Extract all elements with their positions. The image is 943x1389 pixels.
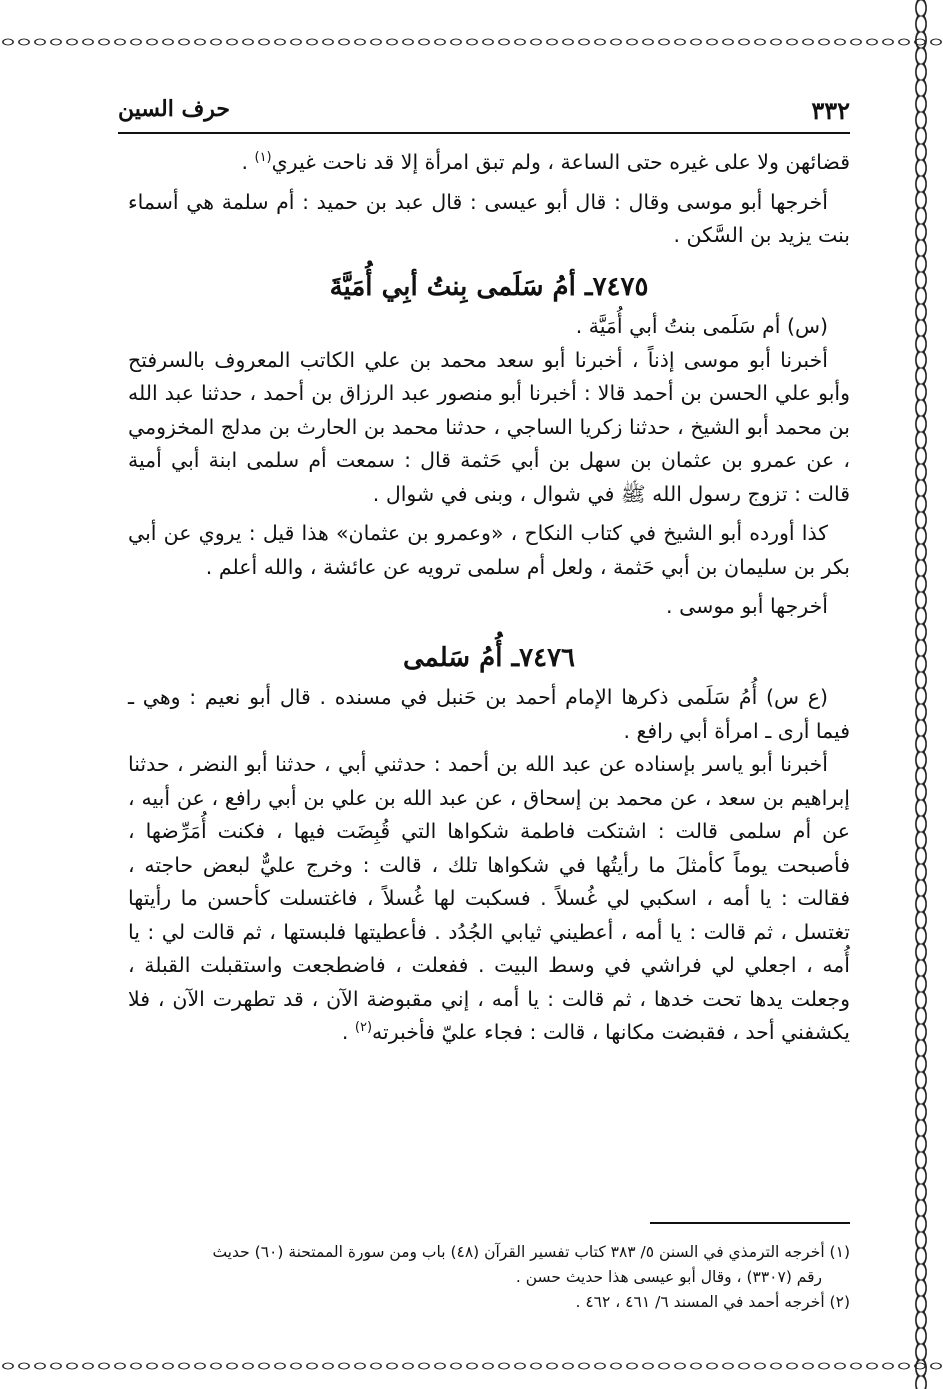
running-header [118, 96, 850, 126]
paragraph-end: . [241, 150, 255, 174]
paragraph-end: . [341, 1020, 355, 1044]
entry-title: ٧٤٧٥ـ أمُ سَلَمى بِنتُ أبِي أُمَيَّةَ [329, 271, 649, 302]
footnote-2: (٢) أخرجه أحمد في المسند ٦/ ٤٦١ ، ٤٦٢ . [575, 1293, 850, 1311]
paragraph: أخرجها أبو موسى وقال : قال أبو عيسى : قال عبد بن حميد : أم سلمة هي أسماء بنت يزيد بن السَّكن . [128, 189, 850, 247]
right-border-ornament [915, 0, 927, 1389]
paragraph: أخرجها أبو موسى . [666, 594, 828, 618]
page-body [128, 146, 850, 1050]
chapter-title: حرف السين [118, 96, 231, 122]
footnotes [128, 1240, 850, 1315]
paragraph: (ع س) أُمُ سَلَمى ذكرها الإمام أحمد بن حَنبل في مسنده . قال أبو نعيم : وهي ـ فيما أرى ـ امرأة أبي رافع . [128, 685, 850, 743]
top-border-ornament [0, 36, 943, 48]
paragraph-text: أخبرنا أبو ياسر بإسناده عن عبد الله بن أحمد : حدثني أبي ، حدثنا أبو النضر ، حدثنا إبراهيم بن سعد ، عن محمد بن إسحاق ، عن عبد الله بن علي بن أبي رافع ، عن أبيه ، عن أم سلمى قالت : اشتكت فاطمة شكواها التي قُبِضَت فيها ، فكنت أُمَرِّضها ، فأصبحت يوماً كأمثلَ ما رأيتُها في شكواها تلك ، قالت : وخرج عليٌّ لبعض حاجته ، فقالت : يا أمه ، اسكبي لي غُسلاً . فسكبت لها غُسلاً ، فاغتسلت كأحسن ما رأيتها تغتسل ، ثم قالت : يا أمه ، أعطيني ثيابي الجُدُد . فأعطيتها فلبستها ، ثم قالت لي : يا أُمه ، اجعلي لي فراشي في وسط البيت . ففعلت ، فاضطجعت واستقبلت القبلة ، وجعلت يدها تحت خدها ، ثم قالت : يا أمه ، إني مقبوضة الآن ، قد تطهرت الآن ، فلا يكشفني أحد ، فقبضت مكانها ، قالت : فجاء عليّ فأخبرته [128, 752, 850, 1044]
page-number: ٣٣٢ [811, 96, 850, 125]
paragraph-text: قضائهن ولا على غيره حتى الساعة ، ولم تبق امرأة إلا قد ناحت غيري [271, 150, 850, 174]
paragraph [128, 748, 850, 1050]
footnote-ref: (١) [254, 150, 272, 166]
paragraph: كذا أورده أبو الشيخ في كتاب النكاح ، «وعمرو بن عثمان» هذا قيل : يروي عن أبي بكر بن سليمان بن أبي حَثمة ، ولعل أم سلمى ترويه عن عائشة ، والله أعلم . [128, 521, 850, 579]
bottom-border-ornament [0, 1360, 943, 1372]
footnote-rule [650, 1222, 850, 1224]
paragraph [128, 146, 850, 180]
footnote-1-continued: رقم (٣٣٠٧) ، وقال أبو عيسى هذا حديث حسن . [515, 1268, 822, 1286]
paragraph: أخبرنا أبو موسى إذناً ، أخبرنا أبو سعد محمد بن علي الكاتب المعروف بالسرفتح وأبو علي الحسن بن أحمد قالا : أخبرنا أبو منصور عبد الرزاق بن أحمد ، حدثنا عبد الله بن محمد أبو الشيخ ، حدثنا زكريا الساجي ، حدثنا محمد بن الحارث بن مدلج المخزومي ، عن عمرو بن عثمان بن سهل بن أبي حَثمة قال : سمعت أم سلمى ابنة أبي أمية قالت : تزوج رسول الله ﷺ في شوال ، وبنى في شوال . [128, 347, 850, 506]
entry-title: ٧٤٧٦ـ أُمُ سَلمى [403, 642, 575, 673]
header-rule [118, 132, 850, 134]
footnote-ref: (٢) [354, 1020, 373, 1036]
paragraph: (س) أم سَلَمى بنتُ أبي أُمَيَّة . [575, 314, 828, 338]
footnote-1: (١) أخرجه الترمذي في السنن ٥/ ٣٨٣ كتاب تفسير القرآن (٤٨) باب ومن سورة الممتحنة (٦٠) حديث [212, 1243, 850, 1261]
